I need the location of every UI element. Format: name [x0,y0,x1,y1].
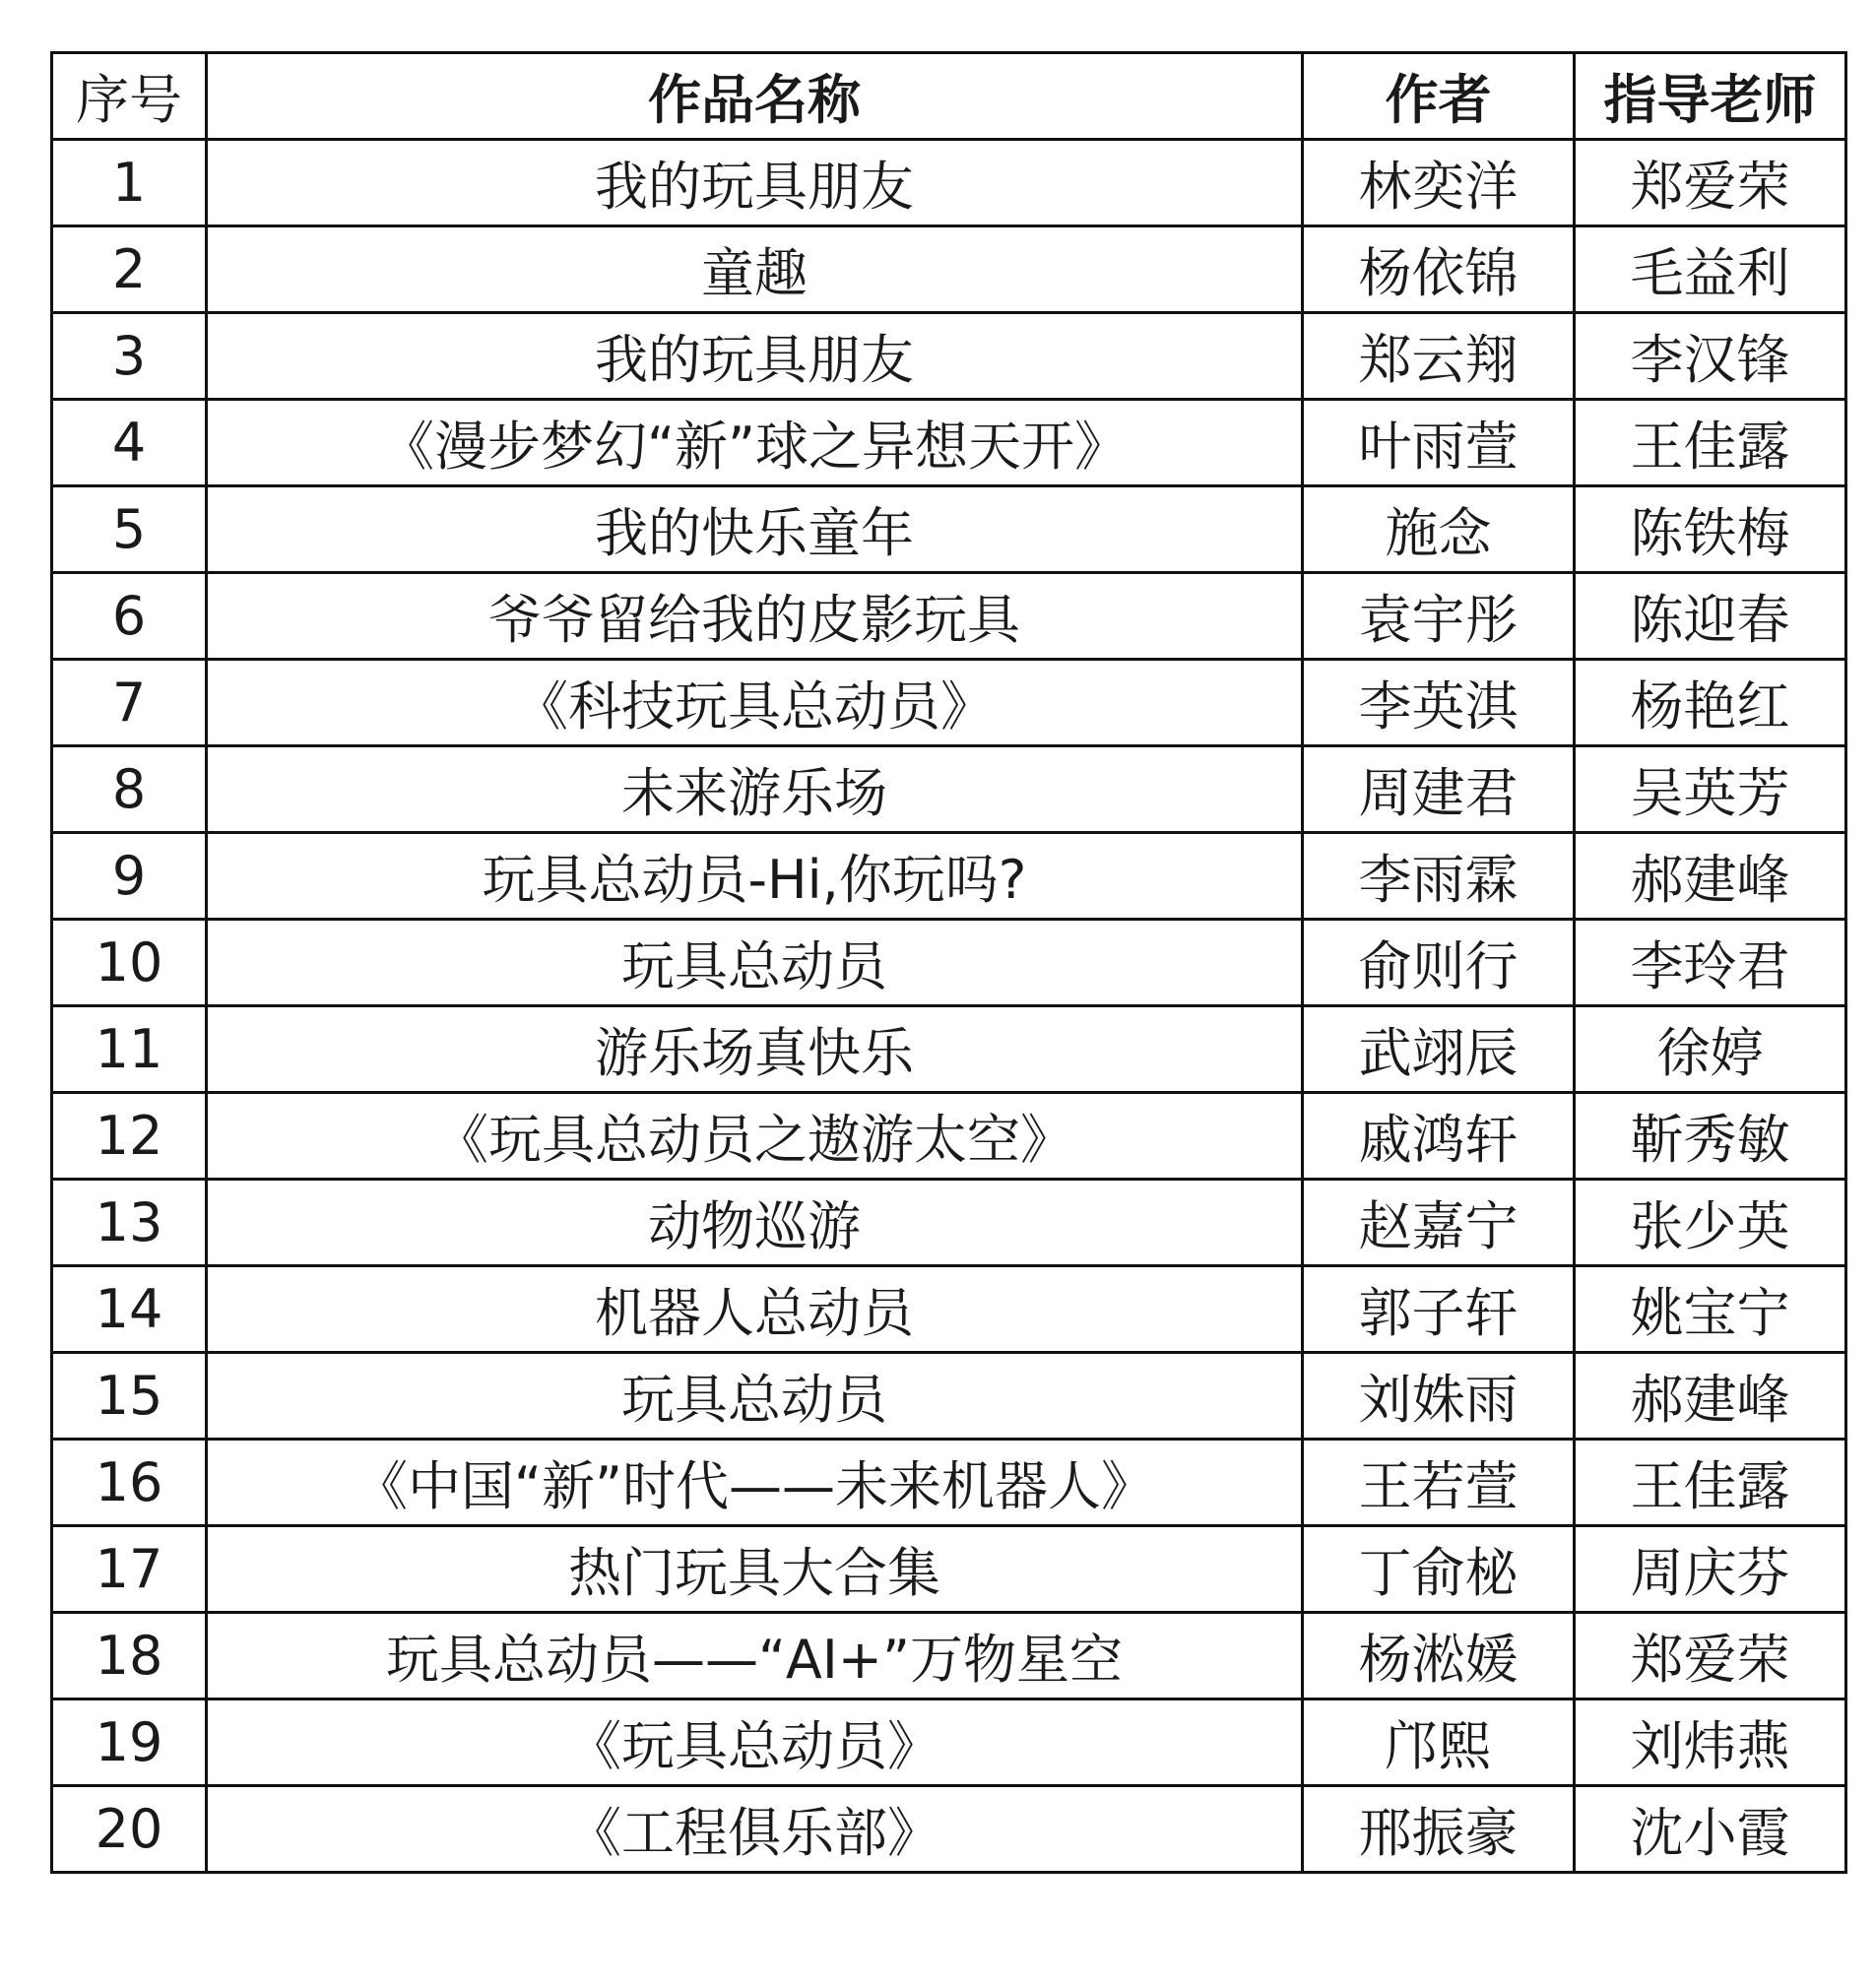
works-table [50,51,1847,1874]
table-row [52,1613,1846,1699]
cell-author: 俞则行 [1303,920,1575,1006]
cell-author: 施念 [1303,486,1575,573]
cell-teacher: 毛益利 [1575,226,1846,313]
cell-author: 周建君 [1303,746,1575,833]
cell-index: 1 [52,140,207,226]
cell-index: 13 [52,1180,207,1266]
cell-title: 《玩具总动员》 [207,1699,1303,1786]
cell-title: 《玩具总动员之遨游太空》 [207,1093,1303,1180]
cell-title: 机器人总动员 [207,1266,1303,1353]
header-teacher: 指导老师 [1575,53,1846,140]
cell-teacher: 郑爱荣 [1575,1613,1846,1699]
table-row [52,660,1846,746]
cell-author: 赵嘉宁 [1303,1180,1575,1266]
cell-index: 5 [52,486,207,573]
cell-title: 动物巡游 [207,1180,1303,1266]
cell-author: 林奕洋 [1303,140,1575,226]
cell-teacher: 刘炜燕 [1575,1699,1846,1786]
cell-teacher: 沈小霞 [1575,1786,1846,1873]
cell-index: 18 [52,1613,207,1699]
cell-index: 19 [52,1699,207,1786]
cell-teacher: 周庆芬 [1575,1526,1846,1613]
cell-title: 游乐场真快乐 [207,1006,1303,1093]
cell-author: 王若萱 [1303,1440,1575,1526]
cell-author: 杨淞媛 [1303,1613,1575,1699]
table-row [52,140,1846,226]
cell-index: 6 [52,573,207,660]
table-row [52,1353,1846,1440]
header-title: 作品名称 [207,53,1303,140]
cell-index: 2 [52,226,207,313]
cell-teacher: 徐婷 [1575,1006,1846,1093]
cell-title: 玩具总动员 [207,1353,1303,1440]
table-row [52,400,1846,486]
cell-teacher: 郝建峰 [1575,1353,1846,1440]
header-row [52,53,1846,140]
cell-author: 叶雨萱 [1303,400,1575,486]
cell-index: 20 [52,1786,207,1873]
cell-title: 《中国“新”时代——未来机器人》 [207,1440,1303,1526]
cell-teacher: 姚宝宁 [1575,1266,1846,1353]
table-row [52,1699,1846,1786]
header-index: 序号 [52,53,207,140]
cell-index: 7 [52,660,207,746]
cell-title: 童趣 [207,226,1303,313]
cell-title: 《科技玩具总动员》 [207,660,1303,746]
header-author: 作者 [1303,53,1575,140]
cell-index: 4 [52,400,207,486]
cell-title: 《漫步梦幻“新”球之异想天开》 [207,400,1303,486]
cell-teacher: 吴英芳 [1575,746,1846,833]
cell-index: 11 [52,1006,207,1093]
cell-index: 17 [52,1526,207,1613]
cell-author: 丁俞柲 [1303,1526,1575,1613]
table-row [52,1093,1846,1180]
table-row [52,1266,1846,1353]
cell-title: 热门玩具大合集 [207,1526,1303,1613]
cell-author: 武翊辰 [1303,1006,1575,1093]
cell-teacher: 陈迎春 [1575,573,1846,660]
table-row [52,1526,1846,1613]
cell-index: 8 [52,746,207,833]
cell-title: 《工程俱乐部》 [207,1786,1303,1873]
cell-teacher: 杨艳红 [1575,660,1846,746]
table-row [52,1180,1846,1266]
cell-author: 李英淇 [1303,660,1575,746]
cell-teacher: 张少英 [1575,1180,1846,1266]
table-row [52,833,1846,920]
cell-title: 我的玩具朋友 [207,313,1303,400]
cell-teacher: 郑爱荣 [1575,140,1846,226]
cell-author: 李雨霖 [1303,833,1575,920]
table-row [52,1006,1846,1093]
cell-index: 16 [52,1440,207,1526]
table-row [52,313,1846,400]
cell-index: 10 [52,920,207,1006]
table-header [52,53,1846,140]
cell-teacher: 李汉锋 [1575,313,1846,400]
cell-index: 9 [52,833,207,920]
cell-teacher: 李玲君 [1575,920,1846,1006]
table-row [52,226,1846,313]
cell-teacher: 王佳露 [1575,1440,1846,1526]
cell-teacher: 靳秀敏 [1575,1093,1846,1180]
table-row [52,746,1846,833]
cell-author: 邝熙 [1303,1699,1575,1786]
cell-author: 邢振豪 [1303,1786,1575,1873]
cell-title: 玩具总动员 [207,920,1303,1006]
cell-title: 我的快乐童年 [207,486,1303,573]
cell-index: 3 [52,313,207,400]
cell-title: 我的玩具朋友 [207,140,1303,226]
cell-index: 15 [52,1353,207,1440]
cell-title: 爷爷留给我的皮影玩具 [207,573,1303,660]
cell-author: 郭子轩 [1303,1266,1575,1353]
cell-author: 郑云翔 [1303,313,1575,400]
table-body [52,140,1846,1873]
table-row [52,573,1846,660]
table-row [52,920,1846,1006]
cell-teacher: 郝建峰 [1575,833,1846,920]
cell-teacher: 王佳露 [1575,400,1846,486]
cell-title: 玩具总动员——“AI+”万物星空 [207,1613,1303,1699]
cell-index: 12 [52,1093,207,1180]
table-row [52,486,1846,573]
cell-author: 刘姝雨 [1303,1353,1575,1440]
cell-author: 杨依锦 [1303,226,1575,313]
cell-teacher: 陈铁梅 [1575,486,1846,573]
cell-author: 戚鸿轩 [1303,1093,1575,1180]
table-row [52,1440,1846,1526]
cell-author: 袁宇彤 [1303,573,1575,660]
cell-title: 玩具总动员-Hi,你玩吗? [207,833,1303,920]
cell-title: 未来游乐场 [207,746,1303,833]
table-row [52,1786,1846,1873]
cell-index: 14 [52,1266,207,1353]
